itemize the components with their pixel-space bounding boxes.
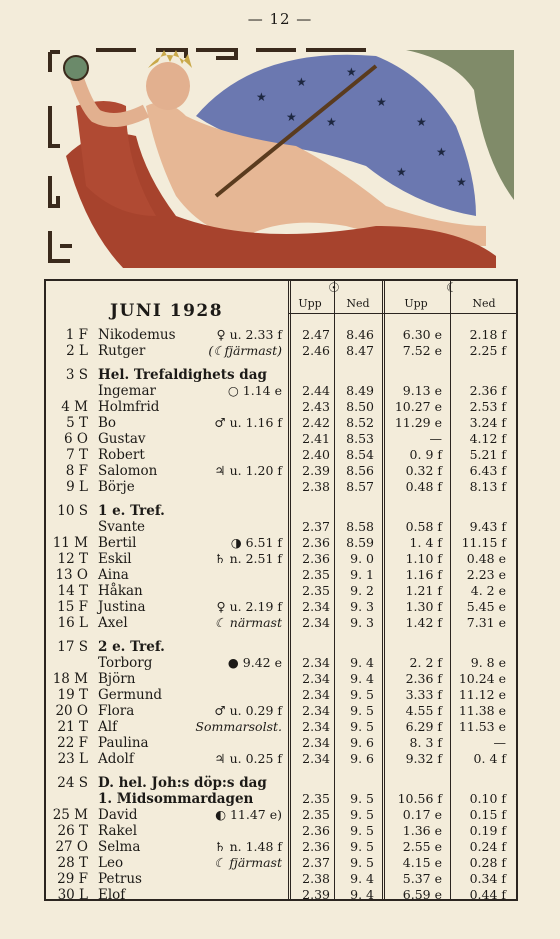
name-of-day: Eskil <box>98 551 132 567</box>
name-of-day: Hel. Trefaldighets dag <box>98 367 267 383</box>
sun-set: 8.46 <box>346 327 374 342</box>
sun-rise: 2.44 <box>302 383 330 398</box>
name-of-day: Leo <box>98 855 124 871</box>
moon-rise: 1.16 f <box>405 567 442 582</box>
day-label: 30 L <box>57 887 88 903</box>
name-of-day: Salomon <box>98 463 158 479</box>
page-number: — 12 — <box>247 10 313 28</box>
moon-set: 11.53 e <box>458 719 506 734</box>
sun-rise: 2.35 <box>302 791 330 806</box>
name-of-day: 2 e. Tref. <box>98 639 165 655</box>
day-label: 26 T <box>57 823 88 839</box>
calendar-row <box>46 431 520 447</box>
calendar-row <box>46 415 520 431</box>
sun-rise: 2.40 <box>302 447 330 462</box>
svg-text:★: ★ <box>376 95 387 109</box>
calendar-row <box>46 599 520 615</box>
day-label: 22 F <box>57 735 88 751</box>
name-of-day: Gustav <box>98 431 146 447</box>
day-label: 29 F <box>57 871 88 887</box>
name-of-day: Torborg <box>98 655 153 671</box>
svg-text:★: ★ <box>256 90 267 104</box>
name-of-day: Aina <box>98 567 129 583</box>
day-label: 18 M <box>52 671 88 687</box>
svg-text:★: ★ <box>416 115 427 129</box>
day-label: 19 T <box>57 687 88 703</box>
moon-set: 9.43 f <box>469 519 506 534</box>
calendar-row <box>46 583 520 599</box>
calendar-row <box>46 823 520 839</box>
moon-set: 2.23 e <box>466 567 506 582</box>
astro-note: ♄ n. 1.48 f <box>214 839 282 854</box>
moon-set: 8.13 f <box>469 479 506 494</box>
day-label: 5 T <box>66 415 88 431</box>
moon-rise: 1.10 f <box>405 551 442 566</box>
astro-note: ○ 1.14 e <box>227 383 282 398</box>
moon-rise: — <box>429 431 442 446</box>
moon-rise: 4.55 f <box>405 703 442 718</box>
name-of-day: Petrus <box>98 871 142 887</box>
name-of-day: Börje <box>98 479 135 495</box>
name-of-day: Björn <box>98 671 136 687</box>
sun-rise: 2.34 <box>302 615 330 630</box>
calendar-row <box>46 447 520 463</box>
moon-set: 10.24 e <box>458 671 506 686</box>
moon-rise: 6.59 e <box>402 887 442 902</box>
name-of-day: Paulina <box>98 735 149 751</box>
svg-text:★: ★ <box>396 165 407 179</box>
moon-icon: ☾ <box>446 281 458 296</box>
moon-rise: 6.30 e <box>402 327 442 342</box>
sun-set: 9. 5 <box>350 839 374 854</box>
sun-rise: 2.35 <box>302 567 330 582</box>
calendar-row <box>46 535 520 551</box>
name-of-day: Svante <box>98 519 146 535</box>
day-label: 23 L <box>57 751 88 767</box>
sun-set: 9. 5 <box>350 687 374 702</box>
day-label: 10 S <box>57 503 88 519</box>
name-of-day: Bertil <box>98 535 137 551</box>
day-label: 21 T <box>57 719 88 735</box>
moon-set: 3.24 f <box>469 415 506 430</box>
sun-set: 8.58 <box>346 519 374 534</box>
name-of-day: 1 e. Tref. <box>98 503 165 519</box>
name-of-day: Holmfrid <box>98 399 160 415</box>
astro-note: ♀ u. 2.19 f <box>216 599 282 614</box>
sun-set: 9. 5 <box>350 807 374 822</box>
moon-set: 6.43 f <box>469 463 506 478</box>
sun-rise: 2.36 <box>302 839 330 854</box>
moon-rise: 0.58 f <box>405 519 442 534</box>
moon-set: 0.28 f <box>469 855 506 870</box>
astro-note: ☾ närmast <box>214 615 282 630</box>
moon-set: — <box>493 735 506 750</box>
calendar-row <box>46 367 520 383</box>
name-of-day: Håkan <box>98 583 143 599</box>
name-of-day: Bo <box>98 415 117 431</box>
sun-set: 9. 6 <box>350 735 374 750</box>
sun-set: 9. 4 <box>350 887 374 902</box>
moon-rise: 1.42 f <box>405 615 442 630</box>
day-label: 4 M <box>61 399 88 415</box>
name-of-day: Flora <box>98 703 135 719</box>
moon-rise: 0.48 f <box>405 479 442 494</box>
moon-rise: 10.56 f <box>397 791 442 806</box>
day-label: 6 O <box>64 431 88 447</box>
moon-rise: 4.15 e <box>402 855 442 870</box>
day-label: 13 O <box>55 567 88 583</box>
calendar-row <box>46 887 520 903</box>
allegorical-illustration <box>46 46 518 268</box>
calendar-row <box>46 775 520 791</box>
calendar-row <box>46 479 520 495</box>
sun-set: 8.50 <box>346 399 374 414</box>
calendar-row <box>46 791 520 807</box>
name-of-day: Nikodemus <box>98 327 176 343</box>
sun-rise: 2.47 <box>302 327 330 342</box>
calendar-row <box>46 463 520 479</box>
sun-set: 8.57 <box>346 479 374 494</box>
sun-rise: 2.34 <box>302 687 330 702</box>
calendar-row <box>46 671 520 687</box>
day-label: 24 S <box>57 775 88 791</box>
calendar-row <box>46 703 520 719</box>
day-label: 12 T <box>57 551 88 567</box>
name-of-day: Rakel <box>98 823 138 839</box>
astro-note: ◐ 11.47 e) <box>215 807 282 822</box>
sun-set: 8.49 <box>346 383 374 398</box>
sun-set: 8.56 <box>346 463 374 478</box>
calendar-row <box>46 519 520 535</box>
moon-rise: 3.33 f <box>405 687 442 702</box>
sun-set: 8.54 <box>346 447 374 462</box>
sun-set: 8.53 <box>346 431 374 446</box>
sun-rise: 2.34 <box>302 671 330 686</box>
sun-rise: 2.34 <box>302 719 330 734</box>
sun-rise: 2.39 <box>302 887 330 902</box>
day-label: 27 O <box>55 839 88 855</box>
sun-set: 9. 3 <box>350 615 374 630</box>
calendar-table <box>44 279 518 901</box>
sun-rise: 2.36 <box>302 551 330 566</box>
name-of-day: Germund <box>98 687 163 703</box>
day-label: 11 M <box>52 535 88 551</box>
sun-set: 8.47 <box>346 343 374 358</box>
svg-text:★: ★ <box>296 75 307 89</box>
calendar-row <box>46 327 520 343</box>
moon-rise: 7.52 e <box>402 343 442 358</box>
name-of-day: Rutger <box>98 343 146 359</box>
sun-set: 8.52 <box>346 415 374 430</box>
day-label: 9 L <box>66 479 88 495</box>
sun-set: 9. 3 <box>350 599 374 614</box>
day-label: 3 S <box>65 367 88 383</box>
svg-text:★: ★ <box>456 175 467 189</box>
sun-rise: 2.36 <box>302 823 330 838</box>
moon-rise: 8. 3 f <box>409 735 442 750</box>
sun-set: 9. 1 <box>350 567 374 582</box>
sun-set: 9. 0 <box>350 551 374 566</box>
moon-set: 11.15 f <box>461 535 506 550</box>
moon-set: 0.15 f <box>469 807 506 822</box>
svg-text:★: ★ <box>436 145 447 159</box>
sun-icon: ☉ <box>328 281 340 296</box>
moon-set: 2.18 f <box>469 327 506 342</box>
svg-text:★: ★ <box>326 115 337 129</box>
astro-note: ♂ u. 1.16 f <box>214 415 282 430</box>
day-label: 14 T <box>57 583 88 599</box>
moon-rise: 0. 9 f <box>409 447 442 462</box>
moon-rise: 10.27 e <box>394 399 442 414</box>
sun-set: 9. 5 <box>350 703 374 718</box>
name-of-day: Alf <box>98 719 118 735</box>
sun-rise: 2.39 <box>302 463 330 478</box>
astro-note: ♄ n. 2.51 f <box>214 551 282 566</box>
name-of-day: David <box>98 807 138 823</box>
day-label: 8 F <box>65 463 88 479</box>
calendar-row <box>46 383 520 399</box>
calendar-row <box>46 871 520 887</box>
name-of-day: Axel <box>98 615 128 631</box>
calendar-row <box>46 687 520 703</box>
moon-set: 0.34 f <box>469 871 506 886</box>
sun-set: 9. 5 <box>350 855 374 870</box>
day-label: 25 M <box>52 807 88 823</box>
moon-rise: 6.29 f <box>405 719 442 734</box>
sun-rise: 2.41 <box>302 431 330 446</box>
calendar-row <box>46 807 520 823</box>
calendar-row <box>46 751 520 767</box>
moon-set: 0.19 f <box>469 823 506 838</box>
moon-set: 7.31 e <box>466 615 506 630</box>
month-title: JUNI 1928 <box>110 301 224 321</box>
moon-rise: 0.17 e <box>402 807 442 822</box>
day-label: 28 T <box>57 855 88 871</box>
header-sun-set: Ned <box>346 297 370 310</box>
sun-rise: 2.34 <box>302 703 330 718</box>
moon-set: 0.10 f <box>469 791 506 806</box>
moon-set: 9. 8 e <box>470 655 506 670</box>
moon-rise: 5.37 e <box>402 871 442 886</box>
moon-rise: 2.55 e <box>402 839 442 854</box>
moon-rise: 1.21 f <box>405 583 442 598</box>
name-of-day: Ingemar <box>98 383 156 399</box>
header-sun-rise: Upp <box>298 297 322 310</box>
astro-note: ● 9.42 e <box>227 655 282 670</box>
sun-set: 9. 5 <box>350 823 374 838</box>
sun-rise: 2.34 <box>302 735 330 750</box>
moon-set: 5.45 e <box>466 599 506 614</box>
moon-rise: 1.30 f <box>405 599 442 614</box>
sun-set: 9. 5 <box>350 791 374 806</box>
calendar-row <box>46 551 520 567</box>
moon-rise: 9.13 e <box>402 383 442 398</box>
sun-rise: 2.35 <box>302 807 330 822</box>
calendar-row <box>46 399 520 415</box>
name-of-day: 1. Midsommardagen <box>98 791 254 807</box>
sun-set: 9. 6 <box>350 751 374 766</box>
astro-note: (☾fjärmast) <box>208 343 282 358</box>
sun-rise: 2.42 <box>302 415 330 430</box>
day-label: 20 O <box>55 703 88 719</box>
astro-note: ♃ u. 0.25 f <box>214 751 282 766</box>
name-of-day: Robert <box>98 447 145 463</box>
astro-note: ♃ u. 1.20 f <box>214 463 282 478</box>
sun-rise: 2.34 <box>302 655 330 670</box>
svg-text:★: ★ <box>346 65 357 79</box>
day-label: 7 T <box>66 447 88 463</box>
sun-rise: 2.38 <box>302 479 330 494</box>
moon-set: 4.12 f <box>469 431 506 446</box>
sun-rise: 2.36 <box>302 535 330 550</box>
moon-set: 11.38 e <box>458 703 506 718</box>
moon-rise: 1. 4 f <box>409 535 442 550</box>
sun-rise: 2.34 <box>302 751 330 766</box>
moon-set: 4. 2 e <box>470 583 506 598</box>
calendar-row <box>46 735 520 751</box>
svg-text:★: ★ <box>286 110 297 124</box>
sun-rise: 2.38 <box>302 871 330 886</box>
moon-set: 0.24 f <box>469 839 506 854</box>
name-of-day: Selma <box>98 839 141 855</box>
calendar-row <box>46 855 520 871</box>
calendar-row <box>46 615 520 631</box>
calendar-row <box>46 639 520 655</box>
moon-rise: 2. 2 f <box>409 655 442 670</box>
moon-set: 2.53 f <box>469 399 506 414</box>
moon-set: 0. 4 f <box>473 751 506 766</box>
day-label: 17 S <box>57 639 88 655</box>
sun-set: 8.59 <box>346 535 374 550</box>
moon-rise: 0.32 f <box>405 463 442 478</box>
header-underline <box>288 313 516 314</box>
calendar-row <box>46 655 520 671</box>
day-label: 2 L <box>66 343 88 359</box>
name-of-day: Elof <box>98 887 126 903</box>
sun-rise: 2.35 <box>302 583 330 598</box>
moon-rise: 11.29 e <box>394 415 442 430</box>
moon-rise: 2.36 f <box>405 671 442 686</box>
day-label: 16 L <box>57 615 88 631</box>
name-of-day: Justina <box>98 599 146 615</box>
name-of-day: D. hel. Joh:s döp:s dag <box>98 775 267 791</box>
moon-rise: 1.36 e <box>402 823 442 838</box>
header-moon-rise: Upp <box>404 297 428 310</box>
calendar-row <box>46 719 520 735</box>
calendar-row <box>46 343 520 359</box>
day-label: 1 F <box>65 327 88 343</box>
sun-rise: 2.43 <box>302 399 330 414</box>
header-moon-set: Ned <box>472 297 496 310</box>
calendar-row <box>46 839 520 855</box>
sun-rise: 2.46 <box>302 343 330 358</box>
name-of-day: Adolf <box>98 751 134 767</box>
sun-rise: 2.37 <box>302 855 330 870</box>
sun-set: 9. 2 <box>350 583 374 598</box>
sun-rise: 2.34 <box>302 599 330 614</box>
moon-set: 5.21 f <box>469 447 506 462</box>
calendar-row <box>46 503 520 519</box>
sun-set: 9. 5 <box>350 719 374 734</box>
day-label: 15 F <box>57 599 88 615</box>
calendar-row <box>46 567 520 583</box>
astro-note: ☾ fjärmast <box>214 855 282 870</box>
moon-set: 2.36 f <box>469 383 506 398</box>
sun-set: 9. 4 <box>350 671 374 686</box>
sun-set: 9. 4 <box>350 655 374 670</box>
sun-set: 9. 4 <box>350 871 374 886</box>
moon-set: 2.25 f <box>469 343 506 358</box>
moon-rise: 9.32 f <box>405 751 442 766</box>
astro-note: ◑ 6.51 f <box>230 535 282 550</box>
astro-note: ♀ u. 2.33 f <box>216 327 282 342</box>
moon-set: 0.44 f <box>469 887 506 902</box>
moon-set: 11.12 e <box>458 687 506 702</box>
moon-set: 0.48 e <box>466 551 506 566</box>
astro-note: ♂ u. 0.29 f <box>214 703 282 718</box>
astro-note: Sommarsolst. <box>195 719 282 734</box>
sun-rise: 2.37 <box>302 519 330 534</box>
